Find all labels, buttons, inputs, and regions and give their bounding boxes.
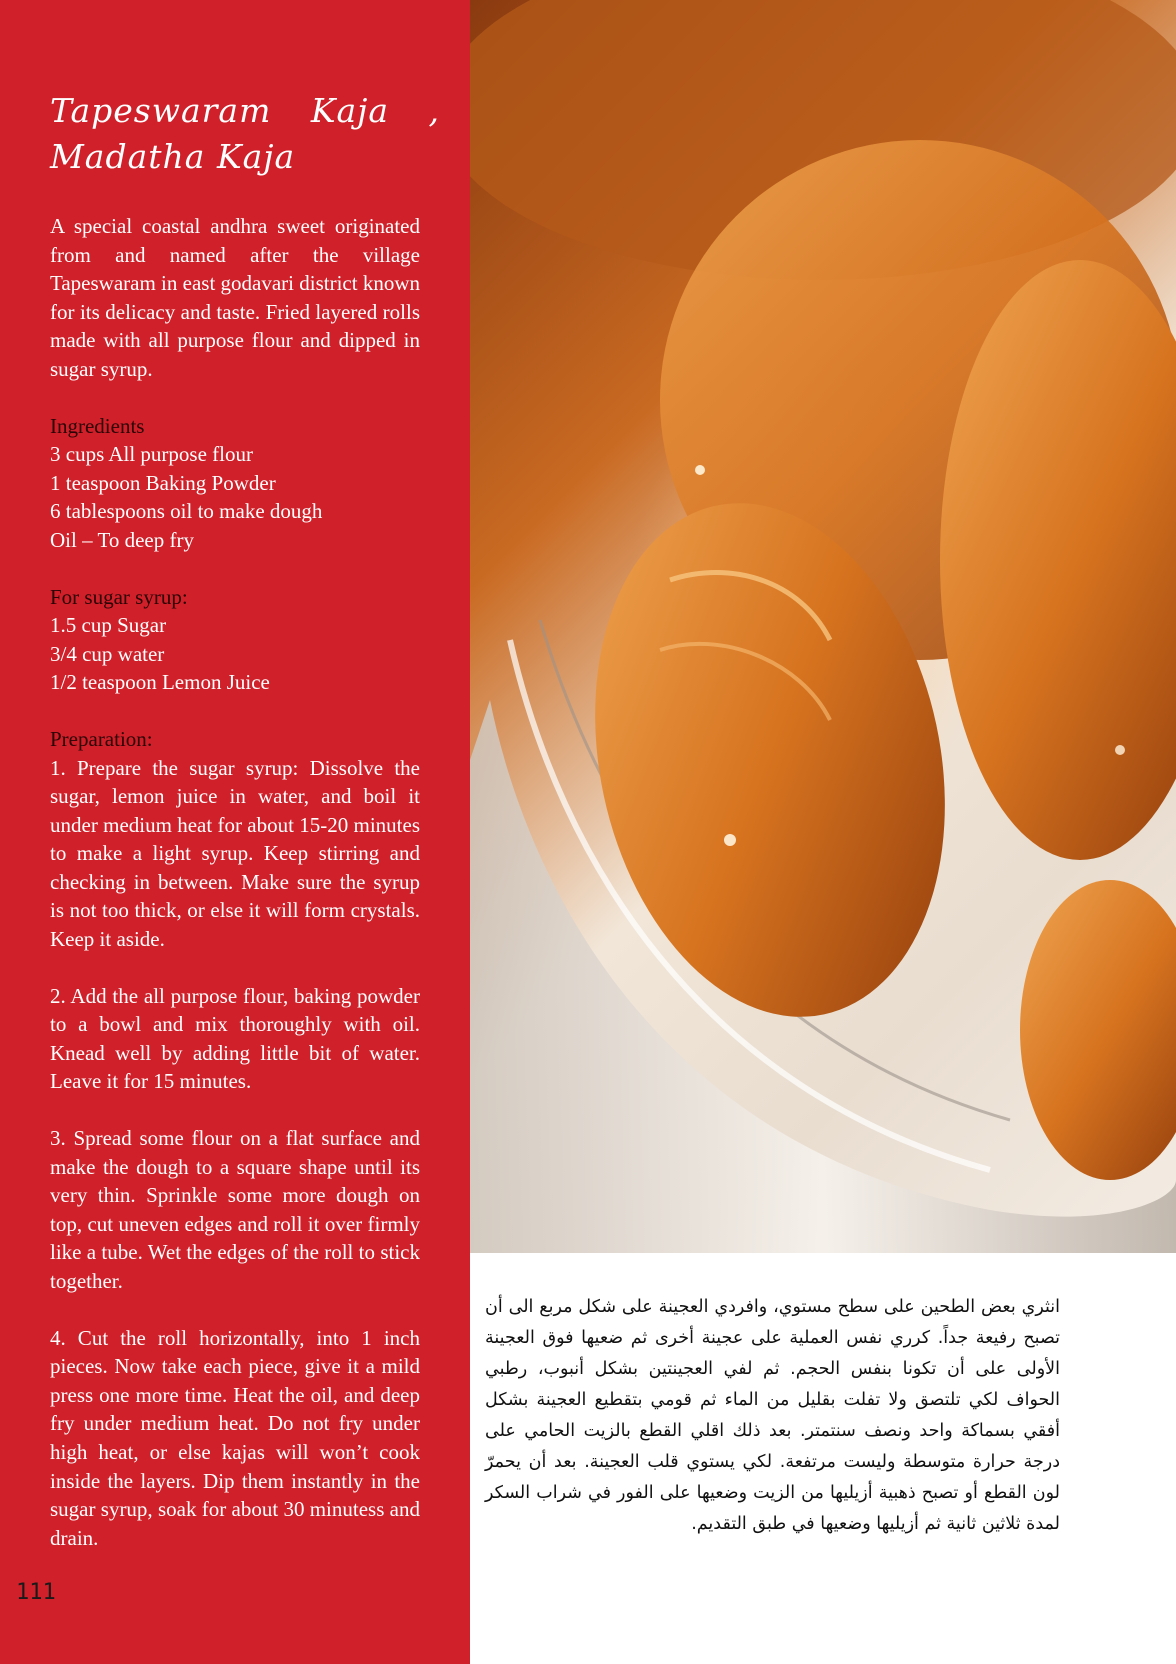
page-number: 111 xyxy=(16,1580,56,1605)
preparation-step: 3. Spread some flour on a flat surface and make the dough to a square shape until its very thin. Sprinkle some more dough on top, cut uneven edges and roll it over firmly like a tube. Wet the edges of the roll to stick together. xyxy=(50,1126,420,1293)
ingredient-item: Oil – To deep fry xyxy=(50,527,194,552)
kaja-sweet-photo xyxy=(470,0,1176,1253)
preparation-heading: Preparation: xyxy=(50,726,153,751)
arabic-instructions: انثري بعض الطحين على سطح مستوي، وافردي العجينة على شكل مربع الى أن تصبح رفيعة جداً. كرري نفس العملية على عجينة أخرى ثم ضعيها فوق العجينة الأولى على أن تكونا بنفس الحجم. ثم لفي العجينتين بشكل أنبوب، رطبي الحواف لكي تلتصق ولا تفلت بقليل من الماء ثم قومي بتقطيع العجينة بشكل أفقي بسماكة واحد ونصف سنتمتر. بعد ذلك اقلي القطع بالزيت الحامي على درجة حرارة متوسطة وليست مرتفعة. لكي يستوي قلب العجينة. بعد أن يحمرّ لون القطع أو تصبح ذهبية أزيليها من الزيت وضعيها على الفور في شراب السكر لمدة ثلاثين ثانية ثم أزيليها وضعيها في طبق التقديم. xyxy=(485,1297,1060,1534)
ingredient-item: 1 teaspoon Baking Powder xyxy=(50,470,276,495)
title-word-kaja: Kaja xyxy=(310,91,390,130)
title-line-2: Madatha Kaja xyxy=(50,137,296,176)
recipe-title xyxy=(50,88,440,180)
ingredient-item: 3 cups All purpose flour xyxy=(50,442,253,467)
syrup-heading: For sugar syrup: xyxy=(50,584,188,609)
title-comma: , xyxy=(428,91,440,130)
recipe-content xyxy=(50,212,420,1552)
ingredients-list xyxy=(50,440,420,554)
preparation-step: 1. Prepare the sugar syrup: Dissolve the sugar, lemon juice in water, and boil it under medium heat for about 15-20 minutes to make a light syrup. Keep stirring and checking in between. Make sure the syrup is not too thick, or else it will form crystals. Keep it aside. xyxy=(50,755,420,952)
intro-paragraph: A special coastal andhra sweet originated from and named after the village Tapeswaram in east godavari district known for its delicacy and taste. Fried layered rolls made with all purpose flour and dipped in sugar syrup. xyxy=(50,214,421,381)
preparation-step: 4. Cut the roll horizontally, into 1 inch pieces. Now take each piece, give it a mild press one more time. Heat the oil, and deep fry under medium heat. Do not fry under high heat, or else kajas will won’t cook inside the layers. Dip them instantly in the sugar syrup, soak for about 30 minutess and drain. xyxy=(50,1325,420,1550)
photo-illustration xyxy=(470,0,1176,1253)
syrup-item: 1/2 teaspoon Lemon Juice xyxy=(50,670,270,695)
syrup-item: 1.5 cup Sugar xyxy=(50,613,167,638)
ingredient-item: 6 tablespoons oil to make dough xyxy=(50,499,323,524)
ingredients-heading: Ingredients xyxy=(50,413,145,438)
syrup-list xyxy=(50,611,420,697)
title-word-tapeswaram: Tapeswaram xyxy=(50,91,272,130)
preparation-step: 2. Add the all purpose flour, baking powder to a bowl and mix thoroughly with oil. Knead well by adding little bit of water. Leave it for 15 minutes. xyxy=(50,983,420,1094)
syrup-item: 3/4 cup water xyxy=(50,641,165,666)
left-red-panel xyxy=(0,0,470,1664)
